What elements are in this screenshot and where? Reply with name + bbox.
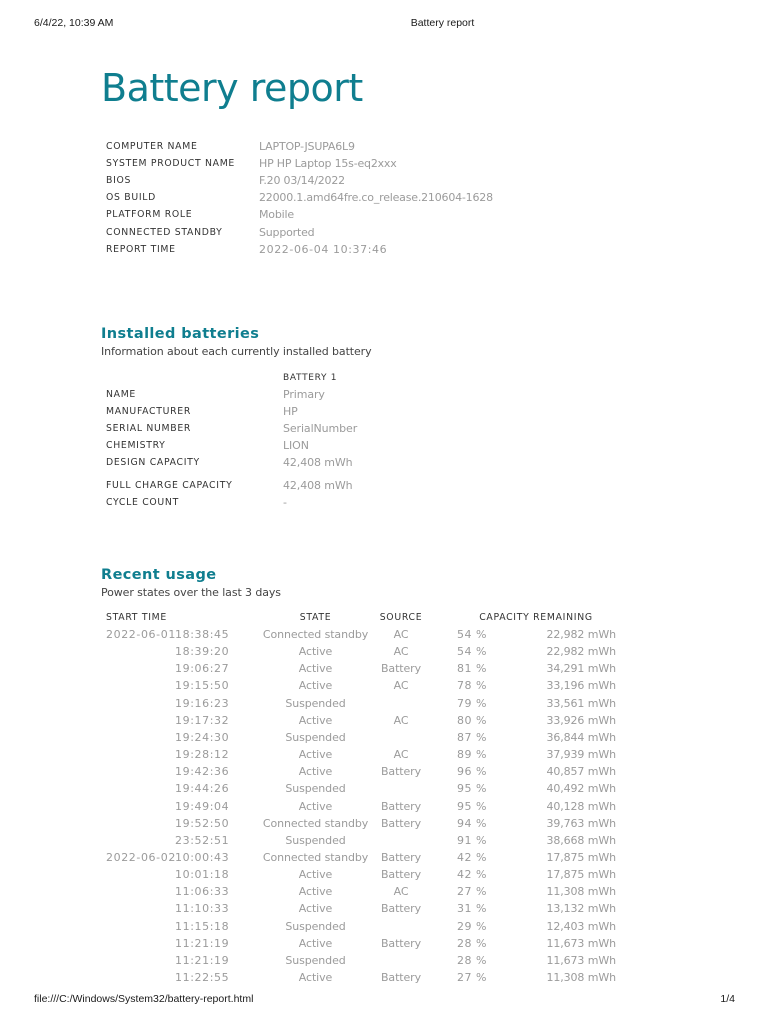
usage-time: 19:42:36 [175,765,230,779]
usage-row [0,800,768,817]
usage-percent: 87 % [457,730,487,744]
usage-percent: 42 % [457,868,487,882]
usage-capacity: 37,939 mWh [546,748,616,762]
usage-time: 18:39:20 [175,645,230,659]
usage-percent: 28 % [457,953,487,967]
recent-usage-title: Recent usage [101,567,217,583]
usage-row [0,628,768,645]
system-info-value: Mobile [259,208,294,222]
usage-date: 2022-06-02 [106,850,176,864]
usage-capacity: 34,291 mWh [546,662,616,676]
usage-row [0,714,768,731]
usage-percent: 78 % [457,679,487,693]
usage-percent: 31 % [457,902,487,916]
usage-row [0,851,768,868]
usage-capacity: 17,875 mWh [546,850,616,864]
usage-capacity: 33,561 mWh [546,696,616,710]
battery-info-key: CYCLE COUNT [106,497,179,508]
usage-capacity: 17,875 mWh [546,868,616,882]
system-info-key: PLATFORM ROLE [106,209,193,221]
usage-source: AC [393,679,409,693]
battery-info-key: FULL CHARGE CAPACITY [106,480,233,491]
usage-percent: 91 % [457,833,487,847]
usage-source: AC [393,885,409,899]
usage-state: Suspended [285,919,346,933]
battery-info-value: 42,408 mWh [283,456,353,469]
battery-info-value: 42,408 mWh [283,479,353,492]
usage-source: Battery [380,936,421,950]
battery-info-row [106,437,309,454]
header-start-time: START TIME [106,612,167,623]
usage-source: Battery [380,850,421,864]
usage-capacity: 13,132 mWh [546,902,616,916]
usage-time: 19:17:32 [175,713,230,727]
battery-info-key: CHEMISTRY [106,440,166,451]
usage-percent: 54 % [457,628,487,641]
system-info-row [106,172,493,189]
battery-info-row [106,403,298,420]
usage-state: Suspended [285,782,346,796]
usage-capacity: 33,196 mWh [546,679,616,693]
usage-row [0,782,768,799]
system-info-value: 2022-06-04 10:37:46 [259,242,388,256]
battery-info-value: - [283,496,287,509]
header-state: STATE [299,612,332,623]
print-page-number: 1/4 [720,993,735,1005]
usage-state: Active [298,765,333,779]
battery-info-value: LION [283,439,309,452]
usage-percent: 27 % [457,885,487,899]
usage-state: Connected standby [262,816,369,830]
usage-source: Battery [380,868,421,882]
usage-percent: 94 % [457,816,487,830]
usage-row [0,697,768,714]
usage-state: Active [298,971,333,984]
system-info-row [106,155,493,172]
print-datetime: 6/4/22, 10:39 AM [34,17,114,29]
usage-time: 10:01:18 [175,868,230,882]
usage-percent: 28 % [457,936,487,950]
usage-source: AC [393,713,409,727]
system-info-value: 22000.1.amd64fre.co_release.210604-1628 [259,191,493,205]
usage-time: 19:24:30 [175,730,230,744]
usage-capacity: 40,128 mWh [546,799,616,813]
system-info-value: HP HP Laptop 15s-eq2xxx [259,157,397,171]
usage-source: Battery [380,662,421,676]
usage-row [0,885,768,902]
battery-info-key: NAME [106,389,137,400]
usage-row [0,645,768,662]
usage-time: 19:06:27 [175,662,230,676]
usage-row [0,902,768,919]
usage-time: 18:38:45 [175,628,230,641]
usage-time: 19:44:26 [175,782,230,796]
battery-info-row [106,386,325,403]
usage-row [0,679,768,696]
system-info-row [106,241,493,258]
usage-state: Active [298,679,333,693]
header-source: SOURCE [379,612,423,623]
usage-capacity: 22,982 mWh [546,628,616,641]
usage-row [0,748,768,765]
header-capacity-remaining: CAPACITY REMAINING [479,612,593,623]
usage-time: 11:06:33 [175,885,230,899]
battery-info-key: MANUFACTURER [106,406,191,417]
usage-state: Active [298,936,333,950]
system-info-value: Supported [259,225,315,239]
battery-info-value: HP [283,405,298,418]
usage-state: Suspended [285,730,346,744]
usage-state: Connected standby [262,850,369,864]
usage-date: 2022-06-01 [106,628,176,641]
battery-info-value: SerialNumber [283,422,358,435]
usage-percent: 95 % [457,799,487,813]
system-info-table [106,138,493,258]
usage-time: 19:15:50 [175,679,230,693]
usage-percent: 27 % [457,971,487,984]
battery-info-value: Primary [283,388,325,401]
usage-state: Active [298,868,333,882]
usage-row [0,954,768,971]
battery-info-row [106,494,287,511]
usage-time: 19:28:12 [175,748,230,762]
usage-capacity: 33,926 mWh [546,713,616,727]
usage-state: Active [298,799,333,813]
battery-info-key: SERIAL NUMBER [106,423,192,434]
battery-info-row [106,477,353,494]
battery-info-key: DESIGN CAPACITY [106,457,200,468]
usage-state: Active [298,902,333,916]
battery-info-row [106,454,353,471]
usage-percent: 89 % [457,748,487,762]
usage-time: 11:10:33 [175,902,230,916]
usage-source: Battery [380,799,421,813]
usage-capacity: 36,844 mWh [546,730,616,744]
usage-percent: 80 % [457,713,487,727]
installed-batteries-subtitle: Information about each currently installed battery [101,345,372,358]
usage-percent: 42 % [457,850,487,864]
print-page-title: Battery report [410,17,475,29]
usage-time: 11:21:19 [175,953,230,967]
usage-time: 11:21:19 [175,936,230,950]
usage-row [0,920,768,937]
system-info-key: BIOS [106,175,132,187]
usage-row [0,731,768,748]
usage-capacity: 12,403 mWh [546,919,616,933]
usage-capacity: 11,673 mWh [546,953,616,967]
print-header [0,17,768,31]
system-info-value: F.20 03/14/2022 [259,174,345,188]
system-info-row [106,223,493,240]
usage-state: Suspended [285,953,346,967]
usage-state: Active [298,645,333,659]
usage-percent: 96 % [457,765,487,779]
system-info-key: OS BUILD [106,192,157,204]
system-info-key: REPORT TIME [106,243,176,255]
system-info-row [106,138,493,155]
usage-percent: 54 % [457,645,487,659]
usage-state: Suspended [285,696,346,710]
usage-capacity: 11,673 mWh [546,936,616,950]
system-info-key: SYSTEM PRODUCT NAME [106,158,235,170]
usage-percent: 95 % [457,782,487,796]
usage-capacity: 38,668 mWh [546,833,616,847]
print-file-url: file:///C:/Windows/System32/battery-report.html [34,993,254,1005]
system-info-key: CONNECTED STANDBY [106,226,223,238]
system-info-row [106,189,493,206]
usage-state: Active [298,748,333,762]
usage-source: AC [393,628,409,641]
usage-row [0,765,768,782]
system-info-key: COMPUTER NAME [106,141,198,153]
usage-source: AC [393,748,409,762]
usage-state: Active [298,662,333,676]
usage-row [0,662,768,679]
usage-row [0,817,768,834]
usage-row [0,937,768,954]
usage-capacity: 40,857 mWh [546,765,616,779]
usage-time: 11:22:55 [175,971,230,984]
usage-state: Active [298,885,333,899]
usage-source: Battery [380,971,421,984]
usage-source: Battery [380,816,421,830]
usage-capacity: 40,492 mWh [546,782,616,796]
system-info-value: LAPTOP-JSUPA6L9 [259,140,355,154]
usage-state: Suspended [285,833,346,847]
usage-capacity: 22,982 mWh [546,645,616,659]
usage-source: AC [393,645,409,659]
print-footer [0,993,768,1007]
usage-percent: 29 % [457,919,487,933]
battery-info-row [106,420,357,437]
usage-time: 10:00:43 [175,850,230,864]
usage-capacity: 11,308 mWh [546,885,616,899]
usage-time: 19:52:50 [175,816,230,830]
usage-percent: 79 % [457,696,487,710]
battery-column-header: BATTERY 1 [283,373,338,383]
report-title: Battery report [101,66,363,110]
usage-time: 23:52:51 [175,833,230,847]
usage-time: 11:15:18 [175,919,230,933]
usage-source: Battery [380,902,421,916]
usage-state: Connected standby [262,628,369,641]
usage-percent: 81 % [457,662,487,676]
usage-row [0,971,768,988]
usage-time: 19:16:23 [175,696,230,710]
recent-usage-subtitle: Power states over the last 3 days [101,586,281,599]
installed-batteries-title: Installed batteries [101,326,260,342]
usage-capacity: 11,308 mWh [546,971,616,984]
usage-source: Battery [380,765,421,779]
usage-row [0,834,768,851]
usage-state: Active [298,713,333,727]
usage-time: 19:49:04 [175,799,230,813]
usage-capacity: 39,763 mWh [546,816,616,830]
usage-row [0,868,768,885]
system-info-row [106,206,493,223]
